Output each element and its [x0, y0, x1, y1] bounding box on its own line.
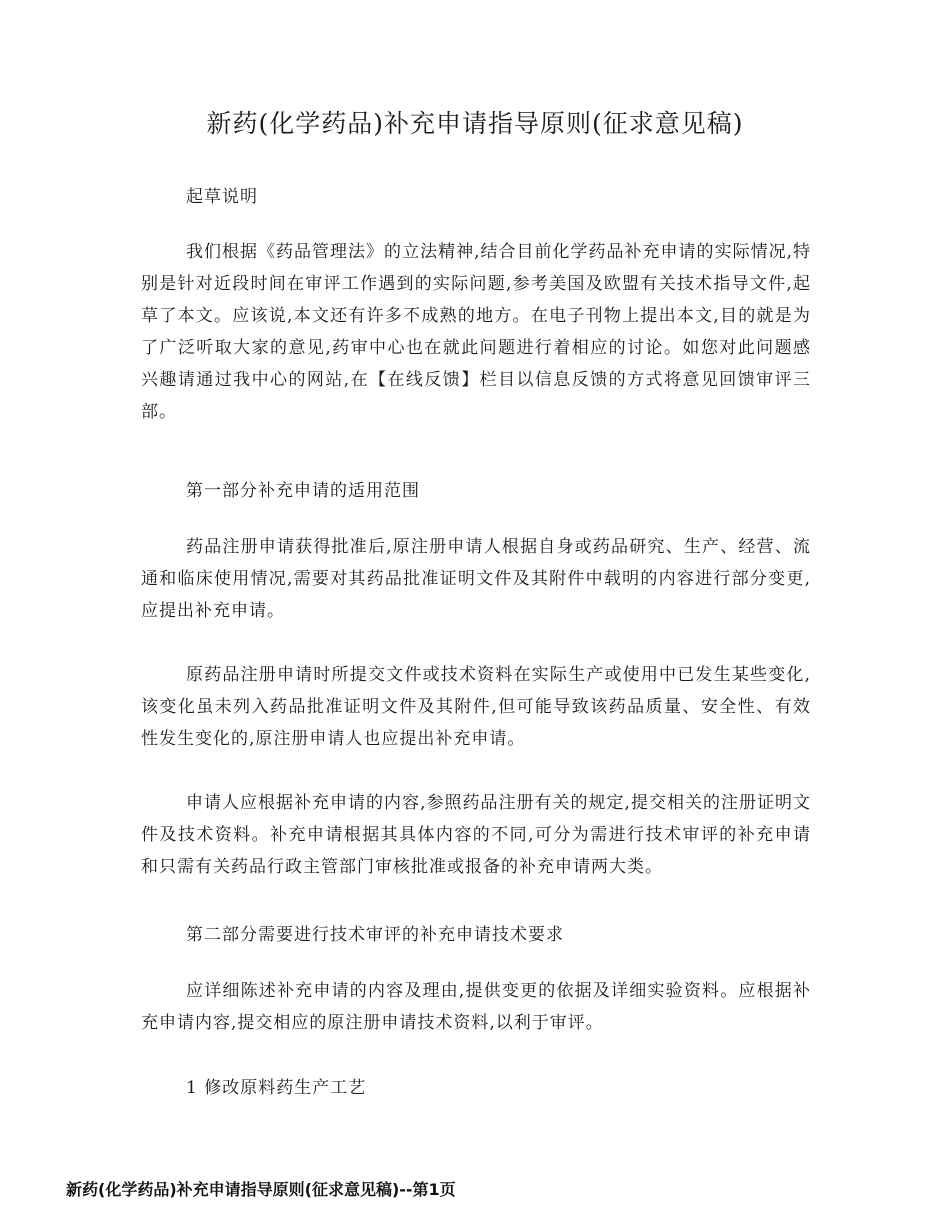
- document-title: 新药(化学药品)补充申请指导原则(征求意见稿): [206, 109, 744, 138]
- paragraph-drafting-note: 我们根据《药品管理法》的立法精神,结合目前化学药品补充申请的实际情况,特别是针对近段时间在审评工作遇到的实际问题,参考美国及欧盟有关技术指导文件,起草了本文。应该说,本文还有许多不成熟的地方。在电子刊物上提出本文,目的就是为了广泛听取大家的意见,药审中心也在就此问题进行着相应的讨论。如您对此问题感兴趣请通过我中心的网站,在【在线反馈】栏目以信息反馈的方式将意见回馈审评三部。: [141, 242, 811, 422]
- section-heading-part-one: 第一部分补充申请的适用范围: [186, 481, 420, 501]
- paragraph-part-one-2: 原药品注册申请时所提交文件或技术资料在实际生产或使用中已发生某些变化,该变化虽未列入药品批准证明文件及其附件,但可能导致该药品质量、安全性、有效性发生变化的,原注册申请人也应提出补充申请。: [141, 665, 811, 749]
- subsection-heading-1: 1 修改原料药生产工艺: [186, 1078, 367, 1098]
- paragraph-part-two-1: 应详细陈述补充申请的内容及理由,提供变更的依据及详细实验资料。应根据补充申请内容,提交相应的原注册申请技术资料,以利于审评。: [141, 981, 811, 1033]
- page-footer: 新药(化学药品)补充申请指导原则(征求意见稿)--第1页: [66, 1180, 456, 1199]
- paragraph-part-one-3: 申请人应根据补充申请的内容,参照药品注册有关的规定,提交相关的注册证明文件及技术资料。补充申请根据其具体内容的不同,可分为需进行技术审评的补充申请和只需有关药品行政主管部门审核批准或报备的补充申请两大类。: [141, 793, 811, 877]
- paragraph-part-one-1: 药品注册申请获得批准后,原注册申请人根据自身或药品研究、生产、经营、流通和临床使用情况,需要对其药品批准证明文件及其附件中载明的内容进行部分变更,应提出补充申请。: [141, 537, 811, 621]
- section-heading-drafting-note: 起草说明: [186, 187, 258, 207]
- section-heading-part-two: 第二部分需要进行技术审评的补充申请技术要求: [186, 925, 564, 945]
